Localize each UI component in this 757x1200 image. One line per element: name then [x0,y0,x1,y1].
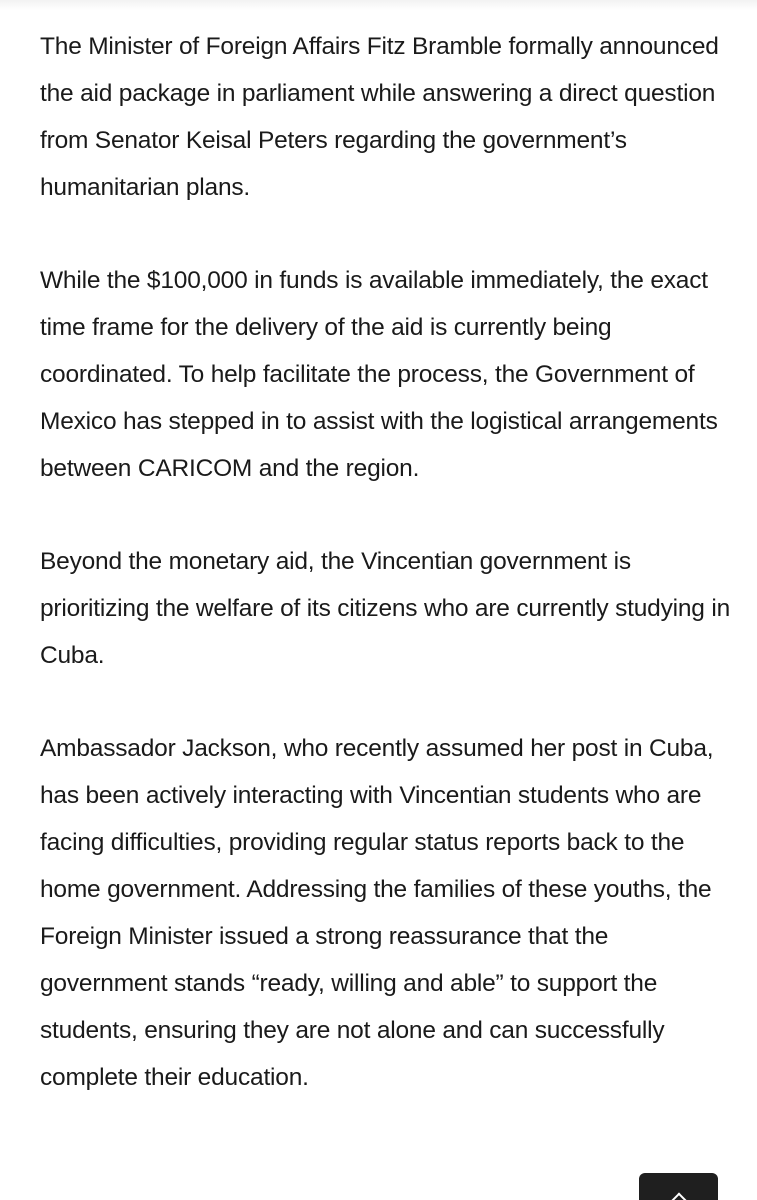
chevron-up-icon [671,1193,688,1200]
scroll-to-top-button[interactable] [639,1173,718,1200]
article-paragraph: The Minister of Foreign Affairs Fitz Bramble formally announced the aid package in parliament while answering a direct question from Senator Keisal Peters regarding the government’s humanitarian plans. [40,33,719,201]
top-edge-shadow [0,0,757,10]
article-paragraph: While the $100,000 in funds is available immediately, the exact time frame for the delivery of the aid is currently being coordinated. To help facilitate the process, the Government of Mexico has stepped in to assist with the logistical arrangements between CARICOM and the region. [40,267,718,482]
article-paragraph: Beyond the monetary aid, the Vincentian government is prioritizing the welfare of its citizens who are currently studying in Cuba. [40,548,731,669]
article-paragraph: Ambassador Jackson, who recently assumed her post in Cuba, has been actively interacting with Vincentian students who are facing difficulties, providing regular status reports back to the home government. Addressing the families of these youths, the Foreign Minister issued a strong reassurance that the government stands “ready, willing and able” to support the students, ensuring they are not alone and can successfully complete their education. [40,735,714,1091]
article-body [40,23,730,1147]
